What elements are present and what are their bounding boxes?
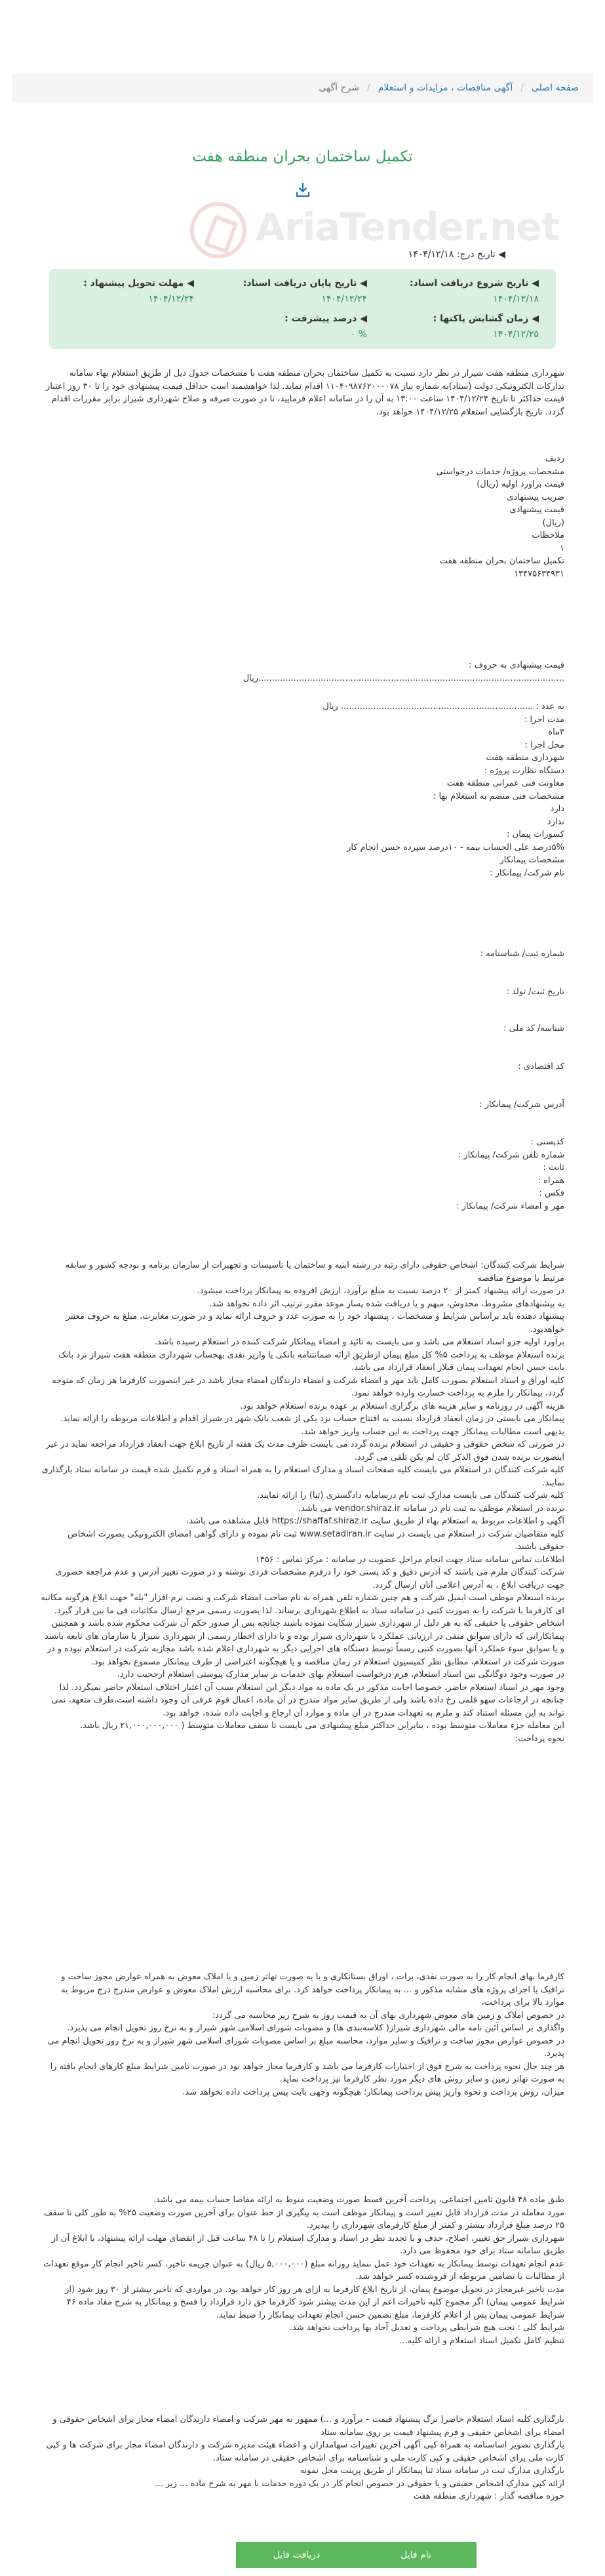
end-date-field bbox=[243, 278, 367, 304]
contact-block bbox=[41, 1136, 564, 1213]
item-table-content: ردیف مشخصات پروژه/ خدمات درخواستی قیمت براورد اولیه (ریال) ضریب پیشنهادی قیمت پیشنهادی (ریال) ملاحظات ۱ تکمیل ساختمان بحران منطقه هفت ۱۳۴۷۵۶۳۴۹۳۱ bbox=[436, 454, 564, 579]
conditions-block bbox=[41, 1259, 564, 1745]
registration-date-line bbox=[41, 986, 564, 999]
breadcrumb-current: شرح آگهی bbox=[319, 83, 359, 93]
page-title: تکمیل ساختمان بحران منطقه هفت bbox=[192, 148, 413, 165]
watermark-seal-icon bbox=[190, 202, 246, 258]
contact-content: کدپستی : شماره تلفن شرکت/ پیمانکار : ثابت : همراه : فکس : مهر و امضاء شرکت/ پیمانکار : bbox=[456, 1137, 564, 1211]
breadcrumb-home-link[interactable]: صفحه اصلی bbox=[531, 83, 579, 93]
file-name-tab[interactable]: نام فایل bbox=[355, 2542, 477, 2568]
progress-value: % ۰ bbox=[350, 329, 367, 340]
project-details-block bbox=[41, 700, 564, 879]
registration-number-line bbox=[41, 948, 564, 961]
deadline-field bbox=[83, 278, 194, 304]
national-id-label: شناسه/ کد ملی : bbox=[503, 1024, 564, 1034]
upload-requirements-block bbox=[41, 2413, 564, 2503]
registration-date-label: تاریخ ثبت/ تولد : bbox=[506, 987, 564, 997]
economic-code-label: کد اقتصادی : bbox=[518, 1062, 564, 1072]
publish-date bbox=[408, 249, 505, 260]
opening-date-field bbox=[433, 313, 539, 340]
breadcrumb-separator: / bbox=[366, 83, 370, 93]
registration-number-label: شماره ثبت/ شناسنامه : bbox=[480, 949, 564, 959]
deadline-label: ◀ مهلت تحویل پیشنهاد : bbox=[83, 278, 194, 289]
start-date-label-text: تاریخ شروع دریافت اسناد: bbox=[410, 278, 529, 289]
breadcrumb-category-link[interactable]: آگهی مناقصات ، مزایدات و استعلام bbox=[378, 83, 513, 93]
description-paragraph bbox=[41, 367, 564, 418]
start-date-label: ◀ تاریخ شروع دریافت اسناد: bbox=[410, 278, 539, 289]
price-words-block bbox=[41, 659, 564, 685]
publish-date-value: ۱۴۰۴/۱۲/۱۸ bbox=[408, 249, 454, 260]
national-id-line bbox=[41, 1022, 564, 1036]
progress-field bbox=[284, 313, 367, 340]
tender-info-box bbox=[49, 269, 556, 349]
opening-date-label-text: زمان گشایش پاکتها : bbox=[433, 313, 529, 324]
deadline-value: ۱۴۰۴/۱۲/۲۴ bbox=[148, 294, 194, 304]
progress-label-text: درصد پیشرفت : bbox=[284, 313, 357, 324]
end-date-value: ۱۴۰۴/۱۲/۲۴ bbox=[321, 294, 367, 304]
project-details-content: به عدد : ....................................................................... ریال مدت اجرا : ۳ماه محل اجرا : شهرداری منطقه هفت دستگاه نظارت پروژه : معاونت فنی عمرانی منطقه هفت مشخصات فنی منضم به استعلام بها : دارد ندارد کسورات پیمان : ۵%درصد علی الحساب بیمه - ۱۰درصد سپرده حسن انجام کار مشخصات پیمانکار نام شرکت/ پیمانکار : bbox=[322, 702, 564, 878]
conditions-content: شرایط شرکت کنندگان: اشخاص حقوقی دارای رتبه در رشته ابنیه و ساختمان یا تاسیسات و تجهیزات از سازمان برنامه و بودجه کشور و سابقه مرتبط با موضوع مناقصه در صورت ارائه پیشنهاد کمتر از ۲۰ درصد نسبت به مبلغ برآورد، ارزش افزوده به پیمانکار پرداخت میشود. به پیشنهادهای مشروط، مخدوش، مبهم و یا دریافت شده پساز موعد مقرر ترتیب اثر داده نخواهد شد. پیشنهاد دهنده باید براساس شرایط و مشخصات ، پیشنهاد خود را به صورت عدد و حروف ارائه نماید و در صورت مغایرت، مبلغ به حروف معتبر خواهدبود. برآورد اولیه جزو اسناد استعلام می باشد و می بایست به تائید و امضاء پیمانکار شرکت کننده در استعلام رسیده باشد. برنده استعلام موظف به پرداخت ۵% کل مبلغ پیمان ازطریق ارائه ضمانتنامه بانکی یا واریز نقدی بهحساب شهرداری منطقه هفت شیراز نزد بانک بابت حسن انجام تعهدات پیمان قبلاز انعقاد قرارداد می باشد. کلیه اوراق و اسناد استعلام بصورت کامل باید مهر و امضاء شرکت و امضاء دارندگان امضاء مجاز باشد در غیر اینصورت کارفرما هر زمان که متوجه گردد، پیمانکار را ملزم به پرداخت خسارت وارده خواهد نمود. هزینه آگهی در روزنامه و سایر هزینه های برگزاری استعلام بر عهده برنده استعلام خواهد بود. پیمانکار می بایستی در زمان انعقاد قرارداد نسبت به افتتاح حساب نزد یکی از شعب بانک شهر در شیراز اقدام و اطلاعات مربوطه را ارائه نماید. بدیهی است مطالبات پیمانکار جهت پرداخت به این حساب واریز خواهد شد. در صورتی که شخص حقوقی و حقیقی در استعلام برنده گردد می بایست ظرف مدت یک هفته از تاریخ ابلاغ جهت انعقاد قرارداد مراجعه نماید در غیر اینصورت برنده شدن فوق الذکر کان لم یکن تلقی می گردد. کلیه شرکت کنندگان در استعلام می بایست کلیه صفحات اسناد و مدارک استعلام را به همراه اسناد و فرم تکمیل شده قیمت در سامانه ستاد بارگذاری نمایند. کلیه شرکت کنندگان می بایست مدارک ثبت نام درسامانه دادگستری (ثنا) را ارائه نمایند. برنده در استعلام موظف به ثبت نام در سامانه vendor.shiraz.ir می باشد. آگهی و اطلاعات مربوط به استعلام بهاء از طریق سایت https://shaffaf.shiraz.ir قابل مشاهده می باشد. کلیه متقاضیان شرکت در استعلام می بایست در سایت www.setadiran.ir ثبت نام نموده و دارای گواهی امضای الکترونیکی بصورت اشخاص حقوقی باشند. اطلاعات تماس سامانه ستاد جهت انجام مراحل عضویت در سامانه : مرکز تماس : ۱۴۵۶ شرکت کنندگان ملزم می باشند که آدرس دقیق و کد پستی خود را درفرم مشخصات فردی نوشته و در صورت تغییر آدرس و عدم مراجعه حضوری جهت دریافت ابلاغ ، به آدرس اعلامی آنان ارسال گردد. برنده استعلام موظف است ایمیل شرکت و هم چنین شماره تلفن همراه به نام صاحب امضاء شرکت و نصب نرم افزار "بله" جهت ابلاغ هرگونه مکاتبه ای کارفرما با شرکت را به صورت کتبی در سامانه ستاد به اطلاع شهرداری برساند. لذا بصورت رسمی مرجع ارسال مکاتبات فی ما بین قرار گیرد. اشخاص حقوقی یا حقیقی که به هر دلیل از شهرداری شیراز شکایت نموده باشند چنانچه پس از صدور حکم آن شرکت محکوم شده باشد و همچنین پیمانکارانی که دارای سوابق منفی در ارزیابی عملکرد با شهرداری شیراز بوده و یا دارای اخطار رسمی از شهرداری شیراز یا سازمان های تابعه باشند و یا سوابق سوء عملکرد آنها بصورت کتبی رسماً توسط دستگاه های اجرایی دیگر به شهرداری اعلام شده باشد مجازبه شرکت در استعلام نبوده و در صورت شرکت در استعلام، مطابق نظر کمیسیون استعلام در زمان مناقصه و یا هیچگونه اعتراضی از طرف پیمانکار مسموع نخواهد بود. در صورت وجود دوگانگی بین اسناد استعلام، فرم درخواست استعلام بهای خدمات بر سایر مدارک پیوستی استعلام ارجحیت دارد. وجود مهر در اسناد استعلام حاضر، خصوصا اجابت مذکور در یک ماده به مواد دیگر این استعلام سبب آن اعتبار اختلاف استعلام حاضر نمیگردد. لذا چنانچه در ارجاعات سهو قلمی رخ داده باشد ولی از طریق سایر مواد مندرج در آن ماده، اعمال قوم عرفی آن وجود داشته است،طرف متعهد، نمی تواند به این مسئله استناد کند و ملزم به تعهدات مندرج در آن ماده و موارد آن ارجاع و اجابت داده شده، خواهد بود. این معامله جزء معاملات متوسط بوده ، بنابراین حداکثر مبلغ پیشنهادی می بایست تا سقف معاملات متوسط ( ۲۱,۰۰۰,۰۰۰,۰۰۰ ریال باشد. نحوه پرداخت: bbox=[41, 1260, 564, 1744]
download-file-tab[interactable]: دریافت فایل bbox=[236, 2542, 357, 2568]
payment-block bbox=[41, 1971, 564, 2099]
start-date-value: ۱۴۰۴/۱۲/۱۸ bbox=[493, 294, 539, 304]
price-words-content: قیمت پیشنهادی به حروف : .................................................................................................................ریال bbox=[243, 660, 564, 683]
opening-date-label: ◀ زمان گشایش پاکتها : bbox=[433, 313, 539, 324]
economic-code-line bbox=[41, 1060, 564, 1074]
publish-date-label: تاریخ درج: bbox=[456, 249, 496, 260]
breadcrumb-separator: / bbox=[520, 83, 524, 93]
arrow-icon: ◀ bbox=[498, 249, 505, 260]
breadcrumb bbox=[12, 73, 593, 102]
payment-content: کارفرما بهای انجام کار را به صورت نقدی، برات ، اوراق بستانکاری و یا به صورت تهاتر زمین و یا املاک معوض به همراه عوارض مجوز ساخت و ترافیک یا اجرای پروژه های مشابه مذکور و ... به پیمانکار پرداخت خواهد کرد. برای محاسبه ارزش املاک معوض و عوارض مندرج درج مربوط به موارد بالا برای پرداخت، در خصوص املاک و زمین های معوض شهرداری بهای آن به قیمت روز به شرح زیر محاسبه می گردد: واگذاری بر اساس آئین نامه مالی شهرداری شیراز( کلاسه‌بندی ها) و مصوبات شورای اسلامی شهر شیراز و به نرخ روز تحویل انجام می پذیرد. در خصوص عوارض مجوز ساخت و ترافیک و سایر موارد، محاسبه مبلغ بر اساس مصوبات شورای اسلامی شهر شیراز و به نرخ روز تحویل انجام می پذیرد. هر چند حال نحوه پرداخت به شرح فوق از اختیارات کارفرما می باشد و کارفرما مجاز خواهد بود در صورت تامین شرایط مبلغ کارهای انجام یافته را به صورت تهاتر زمین و سایر روش های دیگر مورد نظر کارفرما نیز پرداخت نماید. میزان، روش پرداخت و نحوه واریز پیش پرداخت پیمانکار؛ هیچگونه وجهی بابت پیش پرداخت داده نخواهد شد. bbox=[47, 1972, 564, 2097]
general-terms-block bbox=[41, 2194, 564, 2347]
deadline-label-text: مهلت تحویل پیشنهاد : bbox=[83, 278, 184, 289]
opening-date-value: ۱۴۰۴/۱۲/۲۵ bbox=[493, 329, 539, 340]
download-icon[interactable] bbox=[296, 182, 310, 198]
item-table-text bbox=[41, 453, 564, 580]
end-date-label-text: تاریخ پایان دریافت اسناد: bbox=[243, 278, 357, 289]
start-date-field bbox=[410, 278, 539, 304]
end-date-label: ◀ تاریخ پایان دریافت اسناد: bbox=[243, 278, 367, 289]
address-line bbox=[41, 1098, 564, 1112]
address-label: آدرس شرکت/ پیمانکار : bbox=[479, 1100, 564, 1110]
upload-requirements-content: بارگذاری کلیه اسناد استعلام حاضر( برگ پیشنهاد قیمت – برآورد و ...) ممهور به مهر شرکت و امضاء دارندگان امضاء مجاز برای اشخاص حقوقی و امضاء برای اشخاص حقیقی و فرم پیشنهاد قیمت بر روی سامانه ستاد بارگذاری تصویر اساسنامه به همراه کپی آگهی آخرین تغییرات سهامداران و اعضاء هیئت مدیره شرکت و دارندگان امضاء مجاز برای شرکت ها و کپی کارت ملی برای اشخاص حقیقی و کپی کارت ملی و شناسنامه برای اشخاص حقیقی در سامانه ستاد. بارگذاری مدارک ثبت در سامانه ستاد ثنا پیمانکار از طریق پرینت محل نمونه ارائه کپی مدارک اشخاص حقیقی و یا حقوقی در خصوص انجام کار در یک دوره خدمات با مهر به شرح ماده ... زیر ... حوزه مناقصه گذار : شهرداری منطقه هفت bbox=[46, 2415, 564, 2501]
progress-label: ◀ درصد پیشرفت : bbox=[284, 313, 367, 324]
file-table-header bbox=[0, 2542, 605, 2568]
general-terms-content: طبق ماده ۴۸ قانون تامین اجتماعی، پرداخت آخرین قسط صورت وضعیت منوط به ارائه مفاصا حساب بیمه می باشد. مورد معامله در مدت قرارداد قابل تغییر است و پیمانکار موظف است به پیگیری از خط عنوان برای آخرین صورت وضعیت ۲۵% به طور کلی تا سقف ۲۵ درصد مبلغ قرارداد بیشتر و کمتر از مبلغ کارفرمای شهرداری را بپذیرد. شهرداری شیراز حق تغییر، اصلاح، حذف و یا تجدید نظر در اسناد و مدارک استعلام را تا ۴۸ ساعت قبل از انقضای مهلت ارائه پیشنهاد، با ابلاغ آن از طریق سامانه ستاد برای خود محفوظ می دارد. عدم انجام تعهدات توسط پیمانکار به تعهدات خود عمل ننماید روزانه مبلغ (۵,۰۰۰,۰۰۰ ریال) به عنوان جریمه تاخیر، کسر تاخیر انجام کار موقع تعهدات از مطالبات یا تضامین مربوطه از فروشنده کسر خواهد شد. مدت تاخیر غیرمجاز در تحویل موضوع پیمان، از تاریخ ابلاغ کارفرما به ازای هر روز کار خواهد بود. در مواردی که تاخیر بیشتر از ۳۰ روز شود (از شرایط عمومی پیمان) اگر مجموع کلیه تاخیرات اعم از این مدت بیشتر شود کارفرما حق دارد قرارداد را فسخ و پیمانکار به شرح مفاد ماده ۴۶ شرایط عمومی پیمان پس از اعلام کارفرما، مبلغ تضمین حسن انجام تعهدات پیمانکار را ضبط نماید. شرایط کلی : تحت هیچ شرایطی پرداخت و تعدیل آحاد بها پرداخت نخواهد شد. تنظیم کامل تکمیل اسناد استعلام و ارائه کلیه... bbox=[43, 2195, 564, 2346]
watermark-brand: AriaTender.net bbox=[256, 205, 559, 249]
description-text: شهرداری منطقه هفت شیراز در نظر دارد نسبت به تکمیل ساختمان بحران منطقه هفت با مشخصات جدول ذیل از طریق استعلام بهاء سامانه تدارکات الکترونیکی دولت (ستاد)به شماره نیاز ۱۱۰۴۰۹۸۷۶۲۰۰۰۰۷۸ اقدام نماید. لذا خواهشمند است حداقل قیمت پیشنهادی خود را تا ۳۰ روز اعتبار قیمت حداکثر تا تاریخ ۱۴۰۴/۱۲/۲۴ ساعت ۱۳:۰۰ به آن را در سامانه اعلام فرمایید، تا در صورت صرفه و صلاح شهرداری شیراز برابر مقررات اقدام گردد. تاریخ بازگشایی استعلام ۱۴۰۴/۱۲/۲۵ خواهد بود. bbox=[45, 369, 564, 417]
